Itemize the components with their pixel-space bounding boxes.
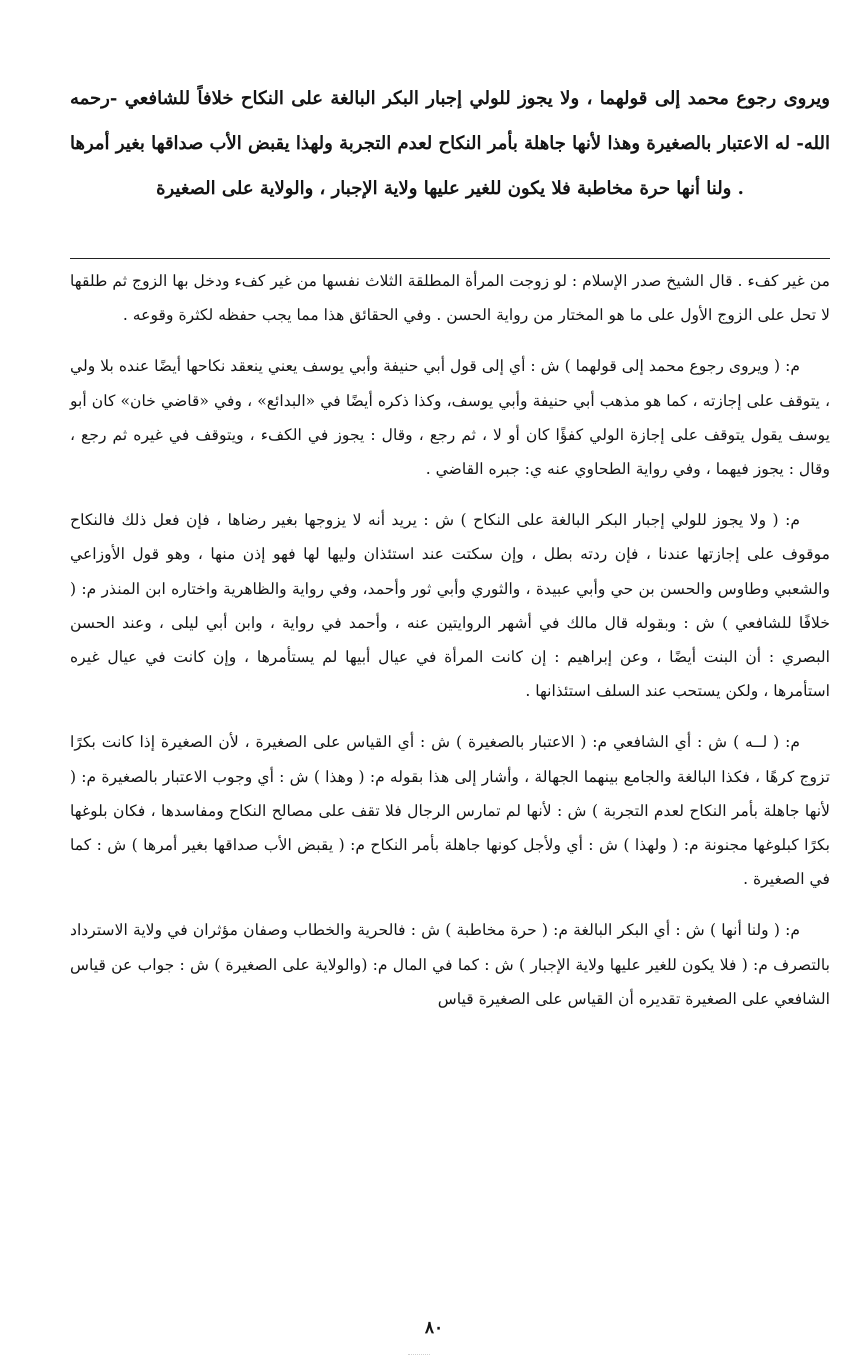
commentary-paragraph: م: ( ويروى رجوع محمد إلى قولهما ) ش : أي إلى قول أبي حنيفة وأبي يوسف يعني ينعقد نكاحها أيضًا عنده بلا ولي ، يتوقف على إجازته ، كما هو مذهب أبي حنيفة وأبي يوسف، وكذا ذكره أيضًا في «البدائع» ، وفي «قاضي خان» كان أبو يوسف يقول يتوقف على إجازة الولي كفؤًا كان أو لا ، ثم رجع ، وقال : يجوز في الكفء ، ويتوقف في غيره ثم رجع ، وقال : يجوز فيهما ، وفي رواية الطحاوي عنه ي: جبره القاضي . [70,357,830,479]
commentary-paragraph: م: ( ولنا أنها ) ش : أي البكر البالغة م: ( حرة مخاطبة ) ش : فالحرية والخطاب وصفان مؤثران في ولاية الاسترداد بالتصرف م: ( فلا يكون للغير عليها ولاية الإجبار ) ش : كما في المال م: (والولاية على الصغيرة ) ش : جواب عن قياس الشافعي على الصغيرة تقديره أن القياس على الصغيرة قياس [70,921,830,1008]
scan-mark [408,1354,430,1359]
commentary-paragraph: م: ( ولا يجوز للولي إجبار البكر البالغة على النكاح ) ش : يريد أنه لا يزوجها بغير رضاها ، فإن فعل ذلك فالنكاح موقوف على إجازتها عندنا ، فإن ردته بطل ، وإن سكتت عند استئذان وليها لها فهو إذن منها ، وهو قول الأوزاعي والشعبي وطاوس والحسن بن حي وأبي عبيدة ، والثوري وأبي ثور وأحمد، وفي رواية والظاهرية واختاره ابن المنذر م: ( خلافًا للشافعي ) ش : وبقوله قال مالك في أشهر الروايتين عنه ، وأحمد في رواية ، وابن أبي ليلى ، وعند الحسن البصري : أن البنت أيضًا ، وعن إبراهيم : إن كانت المرأة في عيال أبيها لم يستأمرها ، وإن كانت في عيال غيره استأمرها ، ولكن يستحب عند السلف استئذانها . [70,511,830,701]
commentary-paragraph: من غير كفء . قال الشيخ صدر الإسلام : لو زوجت المرأة المطلقة الثلاث نفسها من غير كفء ودخل بها الزوج ثم طلقها لا تحل على الزوج الأول على ما هو المختار من رواية الحسن . وفي الحقائق هذا مما يجب حفظه لكثرة وقوعه . [70,272,830,325]
commentary [70,264,830,1033]
main-text: ويروى رجوع محمد إلى قولهما ، ولا يجوز للولي إجبار البكر البالغة على النكاح خلافاً للشافعي -رحمه الله- له الاعتبار بالصغيرة وهذا لأنها جاهلة بأمر النكاح لعدم التجربة ولهذا يقبض الأب صداقها بغير أمرها . ولنا أنها حرة مخاطبة فلا يكون للغير عليها ولاية الإجبار ، والولاية على الصغيرة [70,88,830,199]
footnote-divider [70,258,830,259]
commentary-paragraph: م: ( لــه ) ش : أي الشافعي م: ( الاعتبار بالصغيرة ) ش : أي القياس على الصغيرة ، لأن الصغيرة إذا كانت بكرًا تزوج كرهًا ، فكذا البالغة والجامع بينهما الجهالة ، وأشار إلى هذا بقوله م: ( وهذا ) ش : أي وجوب الاعتبار بالصغيرة م: ( لأنها جاهلة بأمر النكاح لعدم التجربة ) ش : لأنها لم تمارس الرجال فلا تقف على مصالح النكاح ومفاسدها ، فكان بلوغها بكرًا كبلوغها مجنونة م: ( ولهذا ) ش : أي ولأجل كونها جاهلة بأمر النكاح م: ( يقبض الأب صداقها بغير أمرها ) ش : كما في الصغيرة . [70,733,830,889]
page-number: ٨٠ [424,1318,444,1338]
